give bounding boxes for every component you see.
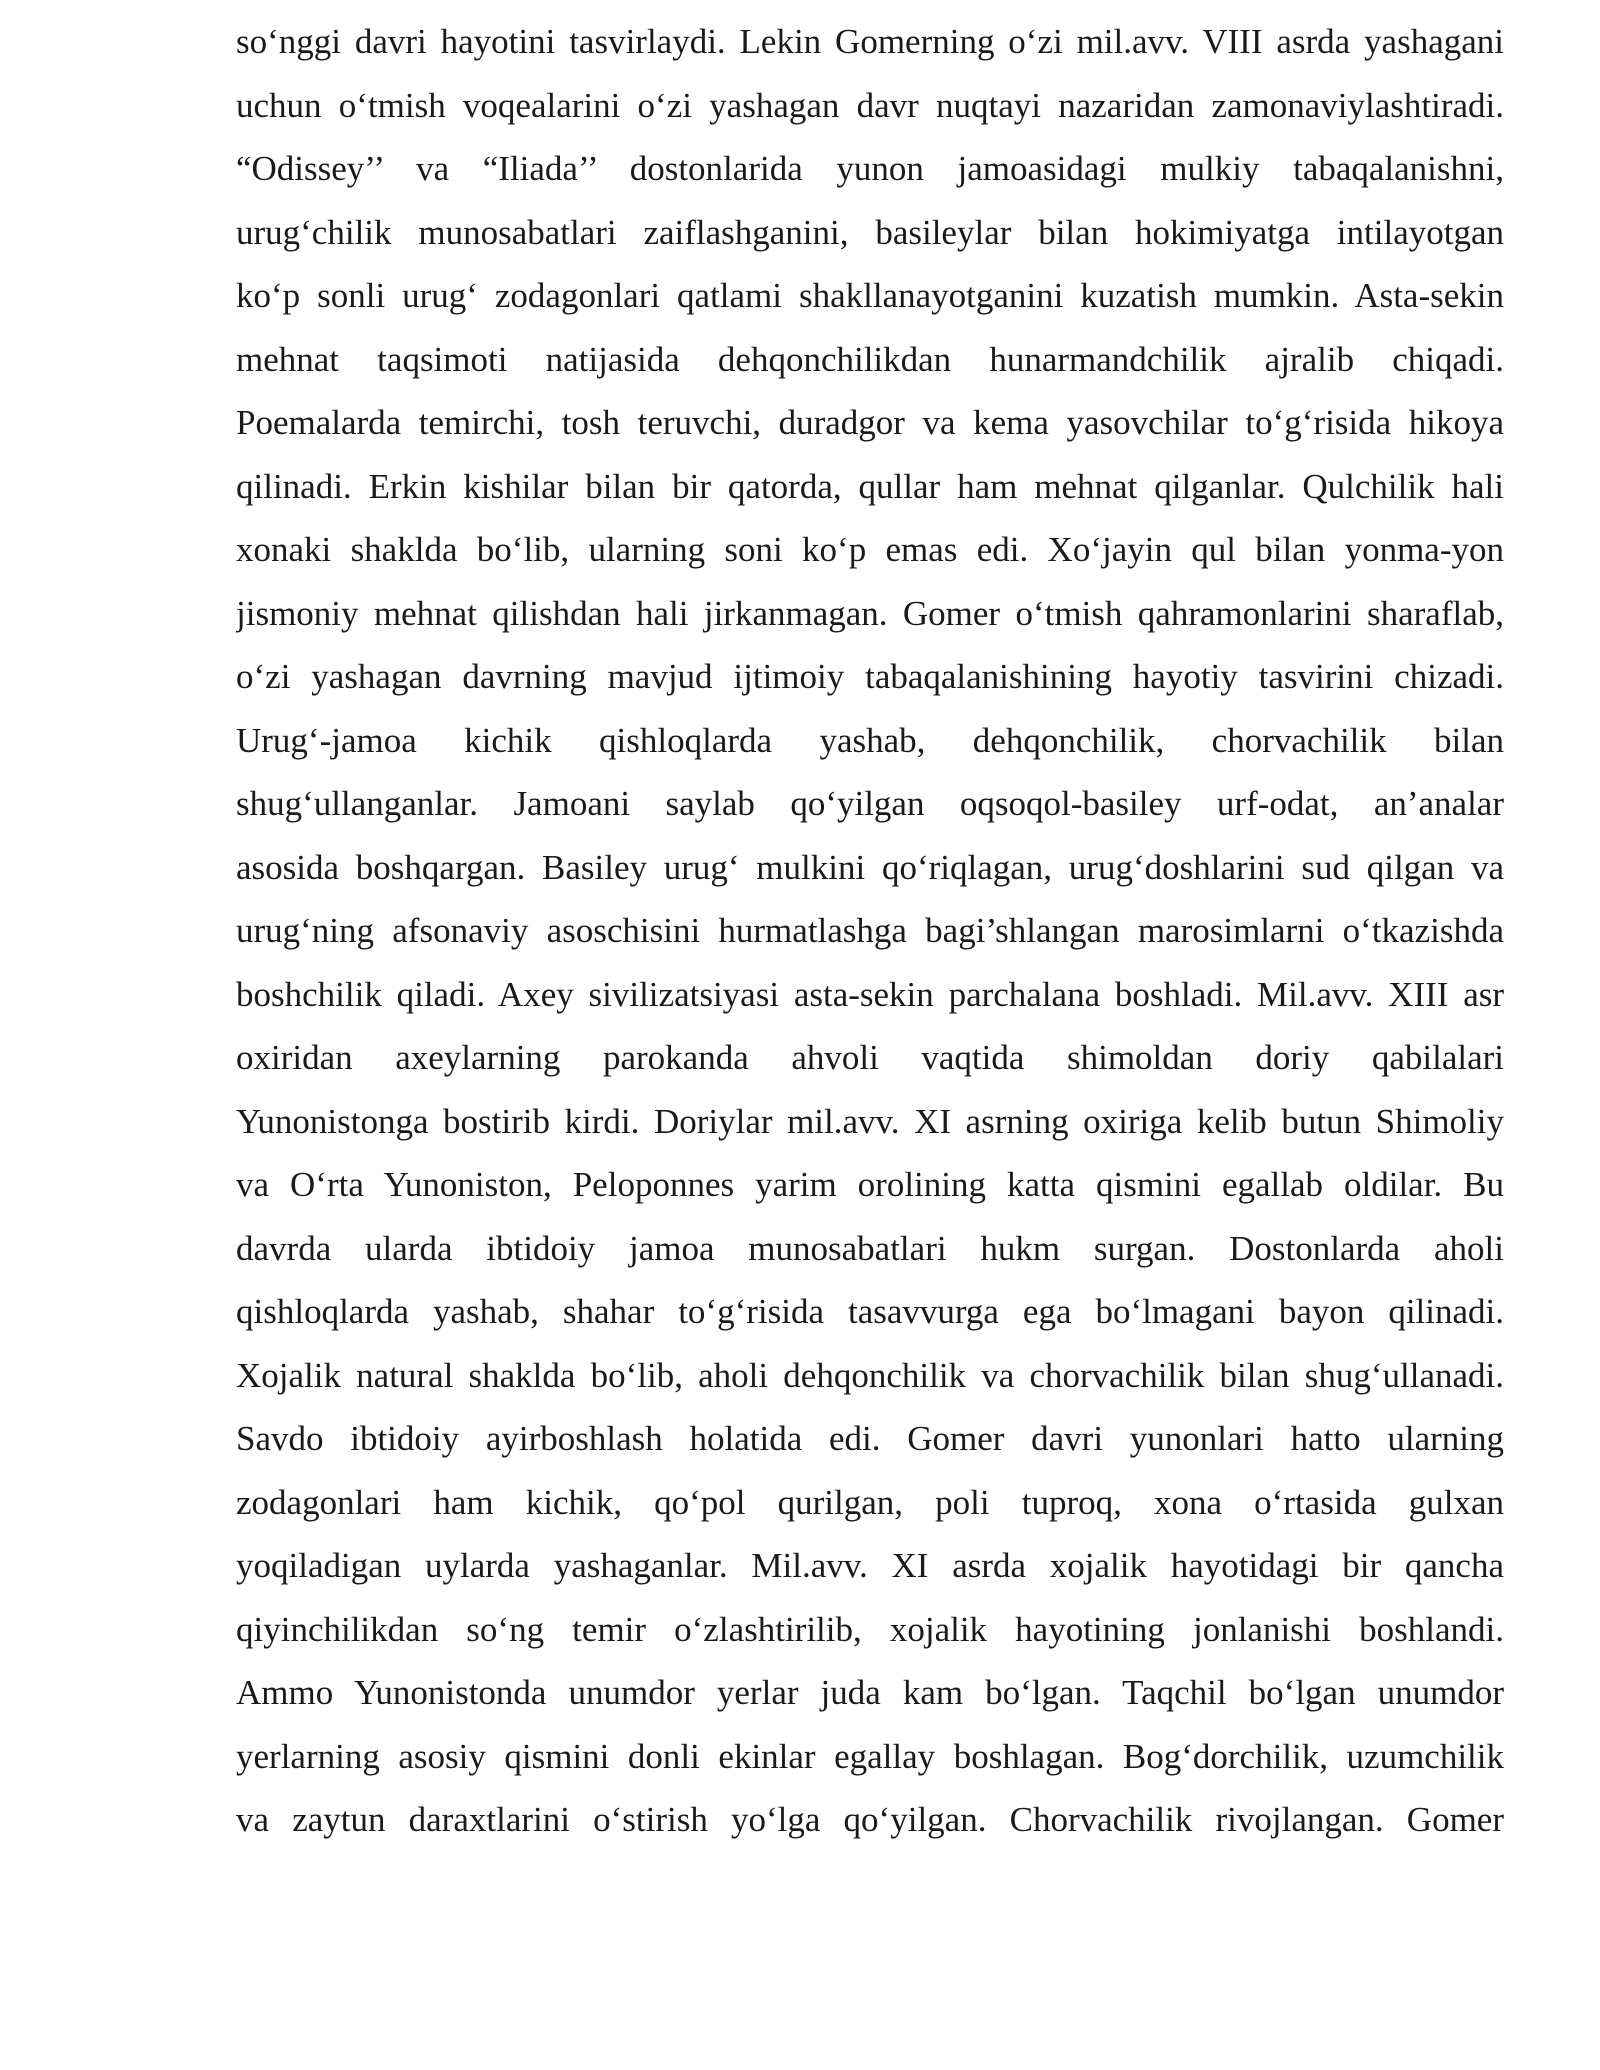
text-line: Urug‘-jamoa kichik qishloqlarda yashab, dehqonchilik, chorvachilik bilan	[236, 720, 1504, 760]
text-line: oxiridan axeylarning parokanda ahvoli vaqtida shimoldan doriy qabilalari	[236, 1038, 1504, 1077]
text-line: Savdo ibtidoiy ayirboshlash holatida edi. Gomer davri yunonlari hatto ularning	[236, 1419, 1504, 1458]
text-line: xonaki shaklda bo‘lib, ularning soni ko‘p emas edi. Xo‘jayin qul bilan yonma-yon	[236, 530, 1504, 569]
text-line: Poemalarda temirchi, tosh teruvchi, duradgor va kema yasovchilar to‘g‘risida hikoya	[236, 403, 1504, 442]
text-line: yoqiladigan uylarda yashaganlar. Mil.avv. XI asrda xojalik hayotidagi bir qancha	[236, 1546, 1504, 1585]
text-line: Xojalik natural shaklda bo‘lib, aholi dehqonchilik va chorvachilik bilan shug‘ullanadi.	[236, 1355, 1504, 1395]
text-line: qiyinchilikdan so‘ng temir o‘zlashtirilib, xojalik hayotining jonlanishi boshlandi.	[236, 1609, 1504, 1649]
text-line: “Odissey’’ va “Iliada’’ dostonlarida yunon jamoasidagi mulkiy tabaqalanishni,	[236, 149, 1504, 188]
text-line: uchun o‘tmish voqealarini o‘zi yashagan davr nuqtayi nazaridan zamonaviylashtiradi.	[236, 85, 1504, 125]
text-line: so‘nggi davri hayotini tasvirlaydi. Lekin Gomerning o‘zi mil.avv. VIII asrda yashagani	[236, 22, 1504, 61]
text-line: mehnat taqsimoti natijasida dehqonchilikdan hunarmandchilik ajralib chiqadi.	[236, 339, 1504, 379]
text-line: boshchilik qiladi. Axey sivilizatsiyasi asta-sekin parchalana boshladi. Mil.avv. XIII asr	[236, 974, 1504, 1014]
text-line: o‘zi yashagan davrning mavjud ijtimoiy tabaqalanishining hayotiy tasvirini chizadi.	[236, 657, 1504, 696]
text-line: urug‘chilik munosabatlari zaiflashganini, basileylar bilan hokimiyatga intilayotgan	[236, 212, 1504, 252]
text-line: Ammo Yunonistonda unumdor yerlar juda kam bo‘lgan. Taqchil bo‘lgan unumdor	[236, 1673, 1504, 1712]
text-line: davrda ularda ibtidoiy jamoa munosabatlari hukm surgan. Dostonlarda aholi	[236, 1228, 1504, 1268]
text-line: qilinadi. Erkin kishilar bilan bir qatorda, qullar ham mehnat qilganlar. Qulchilik hali	[236, 466, 1504, 506]
text-line: ko‘p sonli urug‘ zodagonlari qatlami shakllanayotganini kuzatish mumkin. Asta-sekin	[236, 276, 1504, 315]
text-line: Yunonistonga bostirib kirdi. Doriylar mil.avv. XI asrning oxiriga kelib butun Shimoliy	[236, 1101, 1504, 1141]
text-line: shug‘ullanganlar. Jamoani saylab qo‘yilgan oqsoqol-basiley urf-odat, an’analar	[236, 784, 1504, 823]
body-text	[236, 14, 1504, 1856]
text-line: va zaytun daraxtlarini o‘stirish yo‘lga qo‘yilgan. Chorvachilik rivojlangan. Gomer	[236, 1800, 1504, 1839]
text-line: va O‘rta Yunoniston, Peloponnes yarim orolining katta qismini egallab oldilar. Bu	[236, 1165, 1504, 1204]
text-line: urug‘ning afsonaviy asoschisini hurmatlashga bagi’shlangan marosimlarni o‘tkazishda	[236, 911, 1504, 950]
text-line: jismoniy mehnat qilishdan hali jirkanmagan. Gomer o‘tmish qahramonlarini sharaflab,	[236, 593, 1504, 633]
text-line: qishloqlarda yashab, shahar to‘g‘risida tasavvurga ega bo‘lmagani bayon qilinadi.	[236, 1292, 1504, 1331]
text-line: yerlarning asosiy qismini donli ekinlar egallay boshlagan. Bog‘dorchilik, uzumchilik	[236, 1736, 1504, 1776]
text-line: zodagonlari ham kichik, qo‘pol qurilgan, poli tuproq, xona o‘rtasida gulxan	[236, 1482, 1504, 1522]
text-line: asosida boshqargan. Basiley urug‘ mulkini qo‘riqlagan, urug‘doshlarini sud qilgan va	[236, 847, 1504, 887]
